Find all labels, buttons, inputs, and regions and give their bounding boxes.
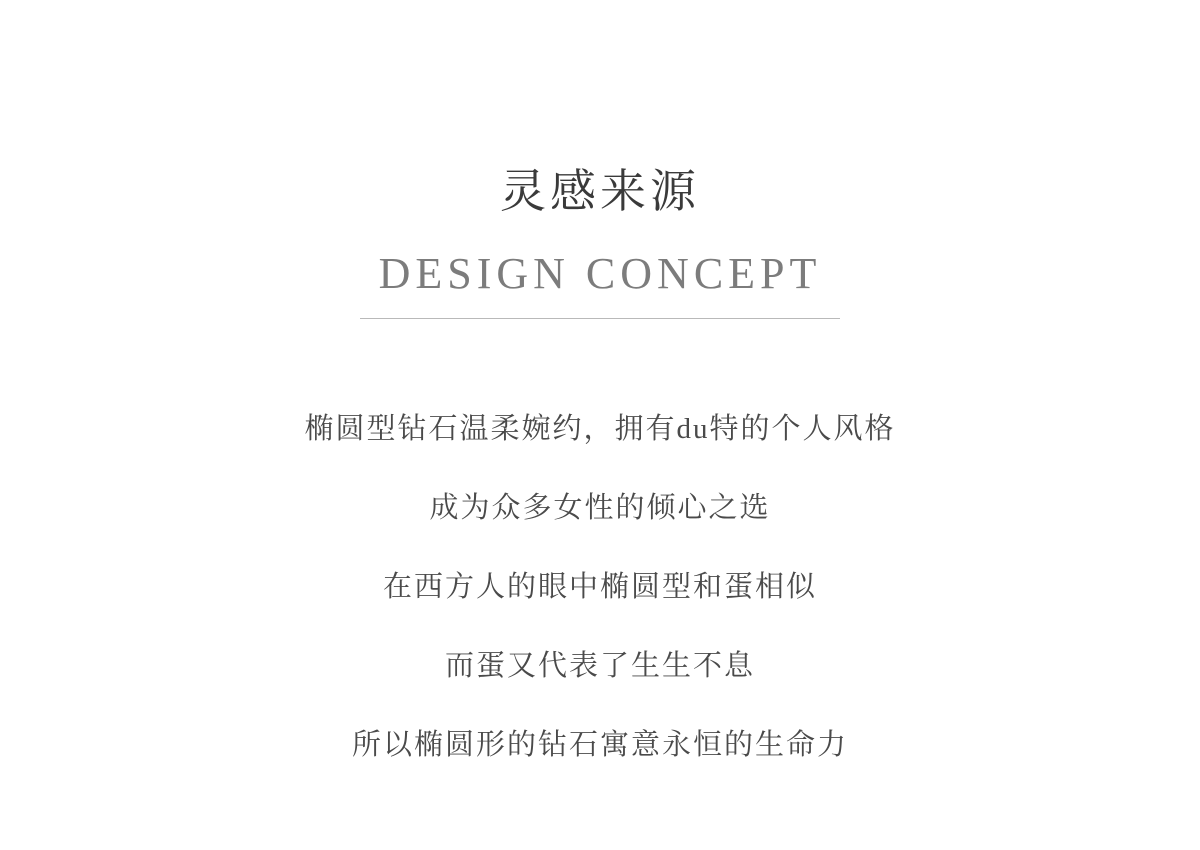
body-line: 所以椭圆形的钻石寓意永恒的生命力 — [351, 729, 848, 761]
body-line: 而蛋又代表了生生不息 — [444, 650, 755, 682]
page-title-chinese: 灵感来源 — [500, 165, 700, 217]
body-text-block — [0, 415, 1200, 760]
body-line: 成为众多女性的倾心之选 — [429, 492, 771, 524]
page-title-english: DESIGN CONCEPT — [378, 249, 822, 298]
title-divider — [360, 318, 840, 319]
body-line: 在西方人的眼中椭圆型和蛋相似 — [382, 571, 817, 603]
body-line: 椭圆型钻石温柔婉约，拥有du特的个人风格 — [304, 413, 896, 445]
